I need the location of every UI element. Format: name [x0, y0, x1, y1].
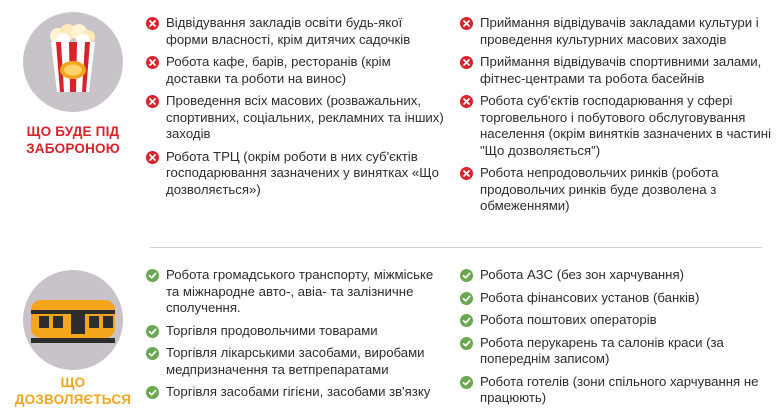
check-icon: [146, 386, 159, 399]
item-text: Приймання відвідувачів спортивними залами, фітнес-центрами та робота басейнів: [480, 54, 762, 86]
banned-badge: [23, 12, 123, 112]
cross-icon: [460, 56, 473, 69]
item-text: Робота ТРЦ (окрім роботи в них суб'єктів господарювання зазначених у винятках «Що дозволяється»): [166, 148, 439, 197]
allowed-left-column: [146, 267, 446, 407]
item-text: Відвідування закладів освіти будь-якої форми власності, крім дитячих садочків: [166, 15, 411, 47]
banned-item: [146, 54, 446, 87]
banned-item: [146, 149, 446, 199]
allowed-label: ЩО ДОЗВОЛЯЄТЬСЯ: [14, 375, 132, 407]
item-text: Робота суб'єктів господарювання у сфері торговельного і побутового обслуговування населення (окрім винятків зазначених в частині "Що дозволяється"): [480, 93, 772, 158]
cross-icon: [146, 95, 159, 108]
banned-item: [460, 15, 772, 48]
item-text: Приймання відвідувачів закладами культури і проведення культурних масових заходів: [480, 15, 759, 47]
allowed-item: [146, 345, 446, 378]
allowed-item: [146, 384, 446, 401]
item-text: Робота непродовольчих ринків (робота продовольчих ринків буде дозволена з обмеженнями): [480, 165, 719, 213]
banned-left-column: [146, 15, 446, 204]
allowed-item: [460, 374, 772, 407]
banned-label: ЩО БУДЕ ПІД ЗАБОРОНОЮ: [26, 124, 120, 156]
cross-icon: [460, 95, 473, 108]
check-icon: [460, 376, 473, 389]
item-text: Торгівля засобами гігієни, засобами зв'язку: [166, 384, 431, 399]
cross-icon: [460, 167, 473, 180]
check-icon: [460, 269, 473, 282]
item-text: Робота громадського транспорту, міжміське та міжнародне авто-, авіа- та залізничне сполучення.: [166, 267, 434, 315]
check-icon: [146, 269, 159, 282]
allowed-badge: [23, 270, 123, 370]
check-icon: [460, 337, 473, 350]
banned-item: [460, 93, 772, 159]
allowed-item: [146, 323, 446, 340]
item-text: Торгівля лікарськими засобами, виробами медпризначення та ветпрепаратами: [166, 345, 425, 377]
item-text: Робота перукарень та салонів краси (за попереднім записом): [480, 334, 724, 366]
allowed-item: [460, 267, 772, 284]
item-text: Торгівля продовольчими товарами: [166, 322, 378, 338]
cross-icon: [146, 151, 159, 164]
banned-item: [460, 54, 772, 87]
cross-icon: [146, 17, 159, 30]
popcorn-icon: [23, 12, 123, 112]
allowed-item: [460, 312, 772, 329]
banned-item: [146, 15, 446, 48]
item-text: Робота АЗС (без зон харчування): [480, 267, 684, 282]
allowed-right-column: [460, 267, 772, 413]
allowed-item: [460, 290, 772, 307]
section-divider: [150, 247, 762, 248]
banned-right-column: [460, 15, 772, 221]
train-icon: [23, 270, 123, 370]
item-text: Проведення всіх масових (розважальних, спортивних, соціальних, рекламних та інших) заходів: [166, 93, 444, 141]
allowed-item: [460, 335, 772, 368]
allowed-section: [0, 252, 780, 407]
item-text: Робота готелів (зони спільного харчування не працюють): [480, 373, 759, 405]
cross-icon: [146, 56, 159, 69]
allowed-item: [146, 267, 446, 317]
banned-item: [460, 165, 772, 215]
cross-icon: [460, 17, 473, 30]
check-icon: [460, 314, 473, 327]
check-icon: [146, 347, 159, 360]
item-text: Робота поштових операторів: [480, 312, 657, 327]
check-icon: [146, 325, 159, 338]
item-text: Робота кафе, барів, ресторанів (крім доставки та роботи на винос): [166, 54, 391, 86]
check-icon: [460, 292, 473, 305]
item-text: Робота фінансових установ (банків): [480, 289, 700, 305]
banned-item: [146, 93, 446, 143]
